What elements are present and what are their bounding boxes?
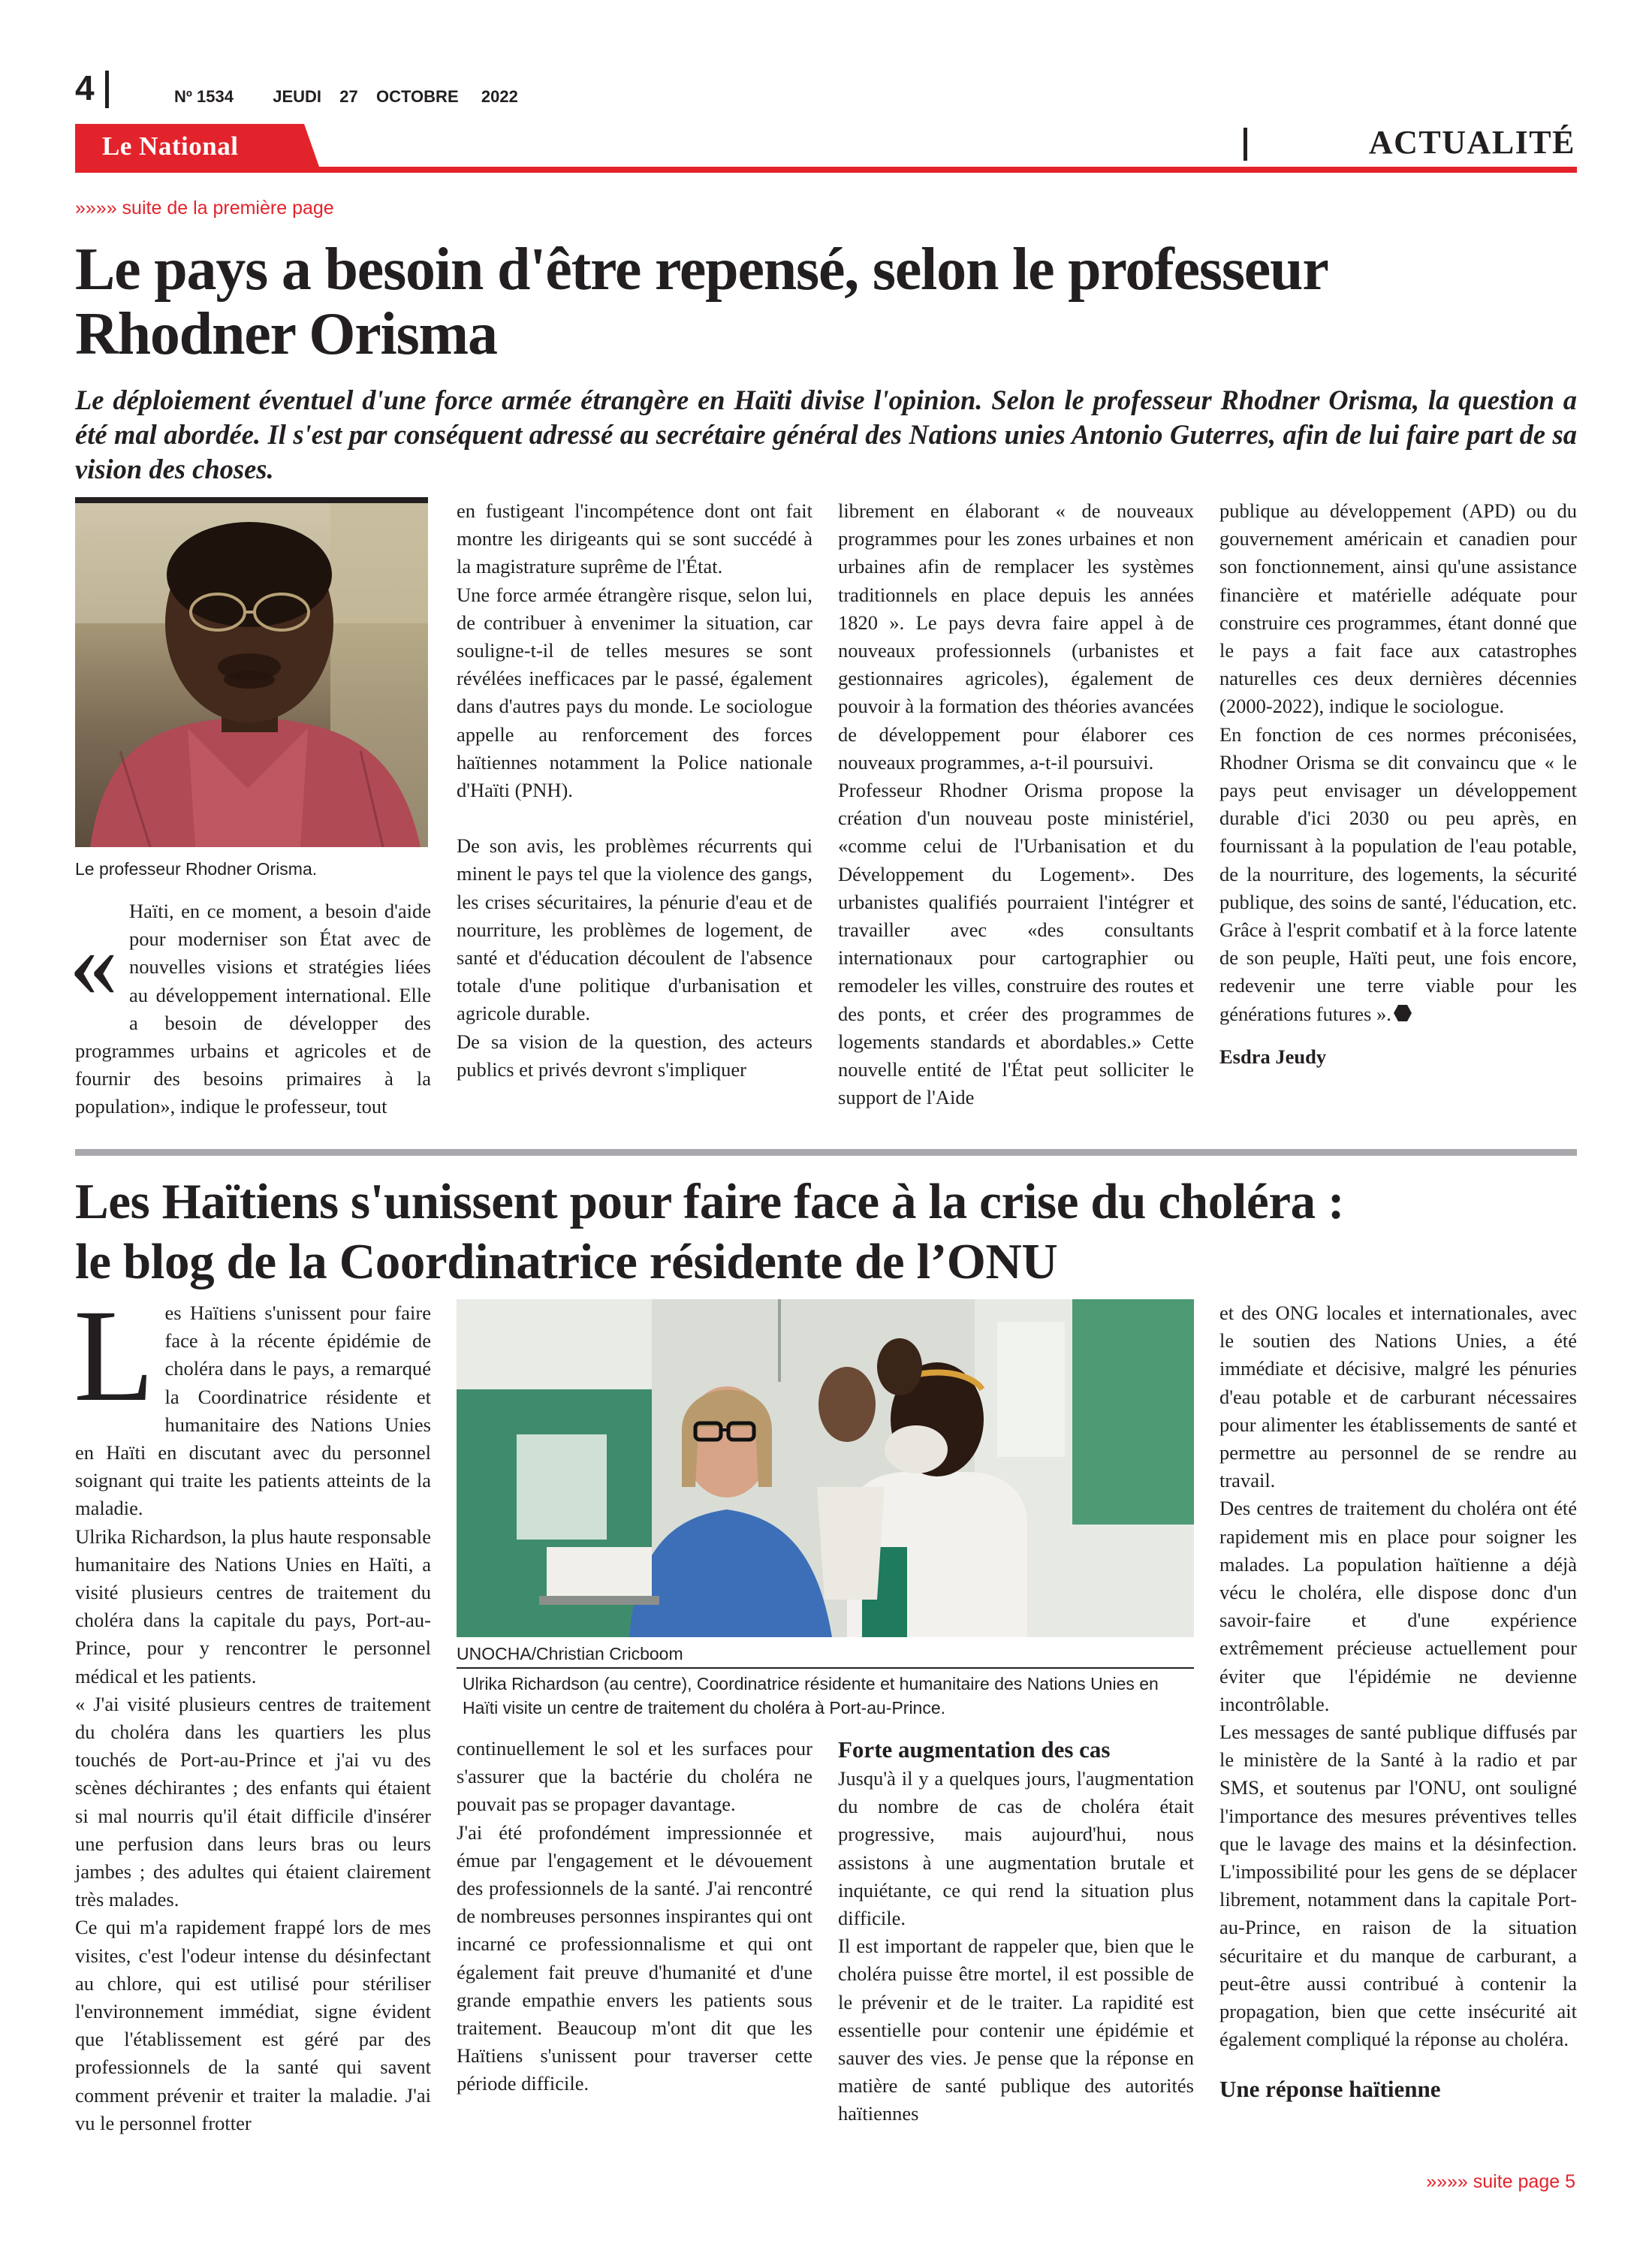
photo-caption-rule [457, 1667, 1194, 1669]
article1-headline [75, 237, 1577, 366]
page-number: 4 [75, 68, 95, 107]
portrait-caption: Le professeur Rhodner Orisma. [75, 859, 318, 879]
article2-col1 [74, 1283, 431, 2137]
article2-col3-p2: Il est important de rappeler que, bien que le choléra puisse être mortel, il est possible de le prévenir et de le traiter. La rapidité est essentielle pour contenir une épidémie et sauver des vies. Je pense que la réponse en matière de santé publique des autorités haïtiennes [838, 1935, 1194, 2125]
issue-year: 2022 [481, 87, 518, 106]
article2-col4 [1219, 1299, 1577, 2104]
article2-col4-p2: Des centres de traitement du choléra ont été rapidement mis en place pour soigner les malades. La population haïtienne a déjà vécu le choléra, elle dispose donc d'un savoir-faire et d'une expérience extrêmement précieuse actuellement pour éviter que l'épidémie ne devienne incontrôlable. [1219, 1497, 1577, 1715]
article1-col4 [1219, 497, 1577, 1071]
article1-col2-p1: en fustigeant l'incompétence dont ont fait montre les dirigeants qui se sont succédé à la magistrature suprême de l'État. [457, 499, 812, 578]
subhead-forte-augmentation: Forte augmentation des cas [838, 1736, 1111, 1763]
quote-mark: « [69, 909, 118, 1018]
article1-author: Esdra Jeudy [1219, 1045, 1327, 1068]
article2-col1-p1: es Haïtiens s'unissent pour faire face à la récente épidémie de choléra dans le pays, a remarqué la Coordinatrice résidente et humanitaire des Nations Unies en Haïti en discutant avec du personnel soignant qui traite les patients atteints de la maladie. [75, 1301, 431, 1520]
article2-col1-p4: Ce qui m'a rapidement frappé lors de mes visites, c'est l'odeur intense du désinfectant au chlore, qui est utilisé pour stériliser l'environnement immédiat, signe évident que l'établissement est géré par des professionnels de la santé qui savent comment prévenir et traiter la maladie. J'ai vu le personnel frotter [75, 1916, 431, 2134]
article1-col2-p2: Une force armée étrangère risque, selon lui, de contribuer à envenimer la situation, car souligne-t-il de telles mesures se sont révélées inefficaces par le passé, également dans d'autres pays du monde. Le sociologue appelle au renforcement des forces haïtiennes notamment la Police nationale d'Haïti (PNH). [457, 583, 812, 802]
article1-col2-p3: De son avis, les problèmes récurrents qui minent le pays tel que la violence des gangs, les crises sécuritaires, la pénurie d'eau et de nourriture, les problèmes de logement, de santé et d'éducation découlent de l'absence totale d'une politique d'urbanisation et agricole durable. [457, 834, 812, 1025]
issue-line [174, 87, 518, 107]
cholera-photo-caption: Ulrika Richardson (au centre), Coordinatrice résidente et humanitaire des Nations Unies en Haïti visite un centre de traitement du choléra à Port-au-Prince. [463, 1674, 1159, 1718]
article2-col3 [838, 1735, 1194, 2128]
article1-col1-text: Haïti, en ce moment, a besoin d'aide pour moderniser son État avec de nouvelles visions et stratégies liées au développement international. Elle a besoin de développer des programmes urbains et agricoles et de fournir des besoins primaires à la population», indique le professeur, tout [75, 900, 431, 1118]
subhead-reponse-haitienne: Une réponse haïtienne [1219, 2076, 1441, 2103]
article2-col4-p1: et des ONG locales et internationales, avec le soutien des Nations Unies, a été immédiate et décisive, malgré les pénuries d'eau potable et de carburant nécessaires pour alimenter les établissements de santé et permettre au personnel de se rendre au travail. [1219, 1301, 1577, 1492]
cholera-center-photo [457, 1299, 1194, 1637]
article2-col4-p3: Les messages de santé publique diffusés par le ministère de la Santé à la radio et par SMS, et soutenus par l'ONU, ont souligné l'importance des mesures préventives telles que le lavage des mains et la désinfection. L'impossibilité pour les gens de se déplacer librement, notamment dans la capitale Port-au-Prince, en raison de la situation sécuritaire et du manque de carburant, a peut-être aussi contribué à contenir la propagation, bien que cette insécurité ait également compliqué la réponse au choléra. [1219, 1721, 1577, 2051]
article1-lead: Le déploiement éventuel d'une force armée étrangère en Haïti divise l'opinion. Selon le professeur Rhodner Orisma, la question a été mal abordée. Il s'est par conséquent adressé au secrétaire général des Nations unies Antonio Guterres, afin de lui faire part de sa vision des choses. [75, 385, 1577, 484]
continued-to[interactable]: »»»» suite page 5 [1426, 2171, 1575, 2192]
article1-col4-p2-wrap [1219, 721, 1577, 1028]
article1-col3-p2: Professeur Rhodner Orisma propose la création d'un nouveau poste ministériel, «comme celui de l'Urbanisation et du Développement du Logement». Des urbanistes qualifiés pourraient l'intégrer et travailler avec «des consultants internationaux pour cartographier ou remodeler les villes, construire des routes et des ponts, et créer des programmes de logements standards et abordables.» Cette nouvelle entité de l'État peut solliciter le support de l'Aide [838, 779, 1194, 1109]
article1-col3 [838, 497, 1194, 1111]
issue-day: JEUDI [273, 87, 322, 106]
article1-col4-p2: En fonction de ces normes préconisées, Rhodner Orisma se dit convaincu que « le pays peut envisager un développement durable d'ici 2030 ou peu après, en fournissant à la population de l'eau potable, de la nourriture, des logements, la sécurité publique, des soins de santé, l'éducation, etc. Grâce à l'esprit combatif et à la force latente de son peuple, Haïti peut, une fois encore, redevenir une terre viable pour les générations futures ». [1219, 722, 1577, 1025]
article2-col2-p1: continuellement le sol et les surfaces pour s'assurer que la bactérie du choléra ne pouvait pas se propager davantage. [457, 1737, 812, 1816]
section-label: ACTUALITÉ [1368, 124, 1575, 161]
article1-headline-line1: Le pays a besoin d'être repensé, selon le professeur [75, 237, 1328, 303]
masthead-bar [75, 124, 1577, 173]
article2-col2-p2: J'ai été profondément impressionnée et émue par l'engagement et le dévouement des professionnels de la santé. J'ai rencontré de nombreuses personnes inspirantes qui ont incarné ce professionnalisme et qui ont également fait preuve d'humanité et d'une grande empathie envers les patients sous traitement. Beaucoup m'ont dit que les Haïtiens s'unissent pour traverser cette période difficile. [457, 1820, 812, 2095]
continued-from: »»»» suite de la première page [75, 198, 334, 219]
portrait-photo [75, 497, 428, 847]
article2-headline [75, 1172, 1577, 1292]
article2-headline-line1: Les Haïtiens s'unissent pour faire face à la crise du choléra : [75, 1174, 1345, 1229]
article1-col3-p1: librement en élaborant « de nouveaux programmes pour les zones urbaines et non urbaines afin de remplacer les systèmes traditionnels en place depuis les années 1820 ». Le pays devra faire appel à de nouveaux professionnels (urbanistes et gestionnaires agricoles), également de pouvoir à la formation des théories avancées de développement pour élaborer ces nouveaux programmes, a-t-il poursuivi. [838, 499, 1194, 774]
issue-number: Nº 1534 [174, 87, 234, 106]
article2-col2 [457, 1735, 812, 2098]
article1-col4-p1: publique au développement (APD) ou du gouvernement américain et canadien pour son fonctionnement, ainsi qu'une assistance financière et matérielle adéquate pour construire ces programmes, étant donné que le pays a fait face aux catastrophes naturelles ces deux dernières décennies (2000-2022), indique le sociologue. [1219, 499, 1577, 718]
article1-headline-line2: Rhodner Orisma [75, 301, 497, 367]
photo-credit: UNOCHA/Christian Cricboom [457, 1644, 683, 1663]
article1-col2 [457, 497, 812, 1084]
article2-headline-line2: le blog de la Coordinatrice résidente de l’ONU [75, 1234, 1058, 1289]
article2-col1-p2: Ulrika Richardson, la plus haute responsable humanitaire des Nations Unies en Haïti, a visité plusieurs centres de traitement du choléra dans la capitale du pays, Port-au-Prince, pour y rencontrer le personnel médical et les patients. [75, 1525, 431, 1687]
brand-logo: Le National [102, 131, 239, 161]
page-number-divider [105, 71, 109, 108]
issue-month: OCTOBRE [376, 87, 459, 106]
section-divider [1244, 128, 1247, 161]
article2-col3-p1: Jusqu'à il y a quelques jours, l'augmentation du nombre de cas de choléra était progressive, mais aujourd'hui, nous assistons à une augmentation brutale et inquiétante, ce qui rend la situation plus difficile. [838, 1767, 1194, 1930]
end-mark-icon [1393, 1004, 1412, 1022]
article1-col2-p4: De sa vision de la question, des acteurs publics et privés devront s'impliquer [457, 1030, 812, 1081]
issue-date: 27 [339, 87, 358, 106]
article1-col1 [75, 897, 431, 1121]
article2-col1-p3: « J'ai visité plusieurs centres de traitement du choléra dans les quartiers les plus touchés de Port-au-Prince et j'ai vu des scènes déchirantes ; des enfants qui étaient si mal nourris qu'il était difficile d'insérer une perfusion dans leurs bras ou leurs jambes ; des adultes qui étaient clairement très malades. [75, 1692, 431, 1911]
drop-cap: L [74, 1283, 155, 1429]
article-separator [75, 1149, 1577, 1156]
